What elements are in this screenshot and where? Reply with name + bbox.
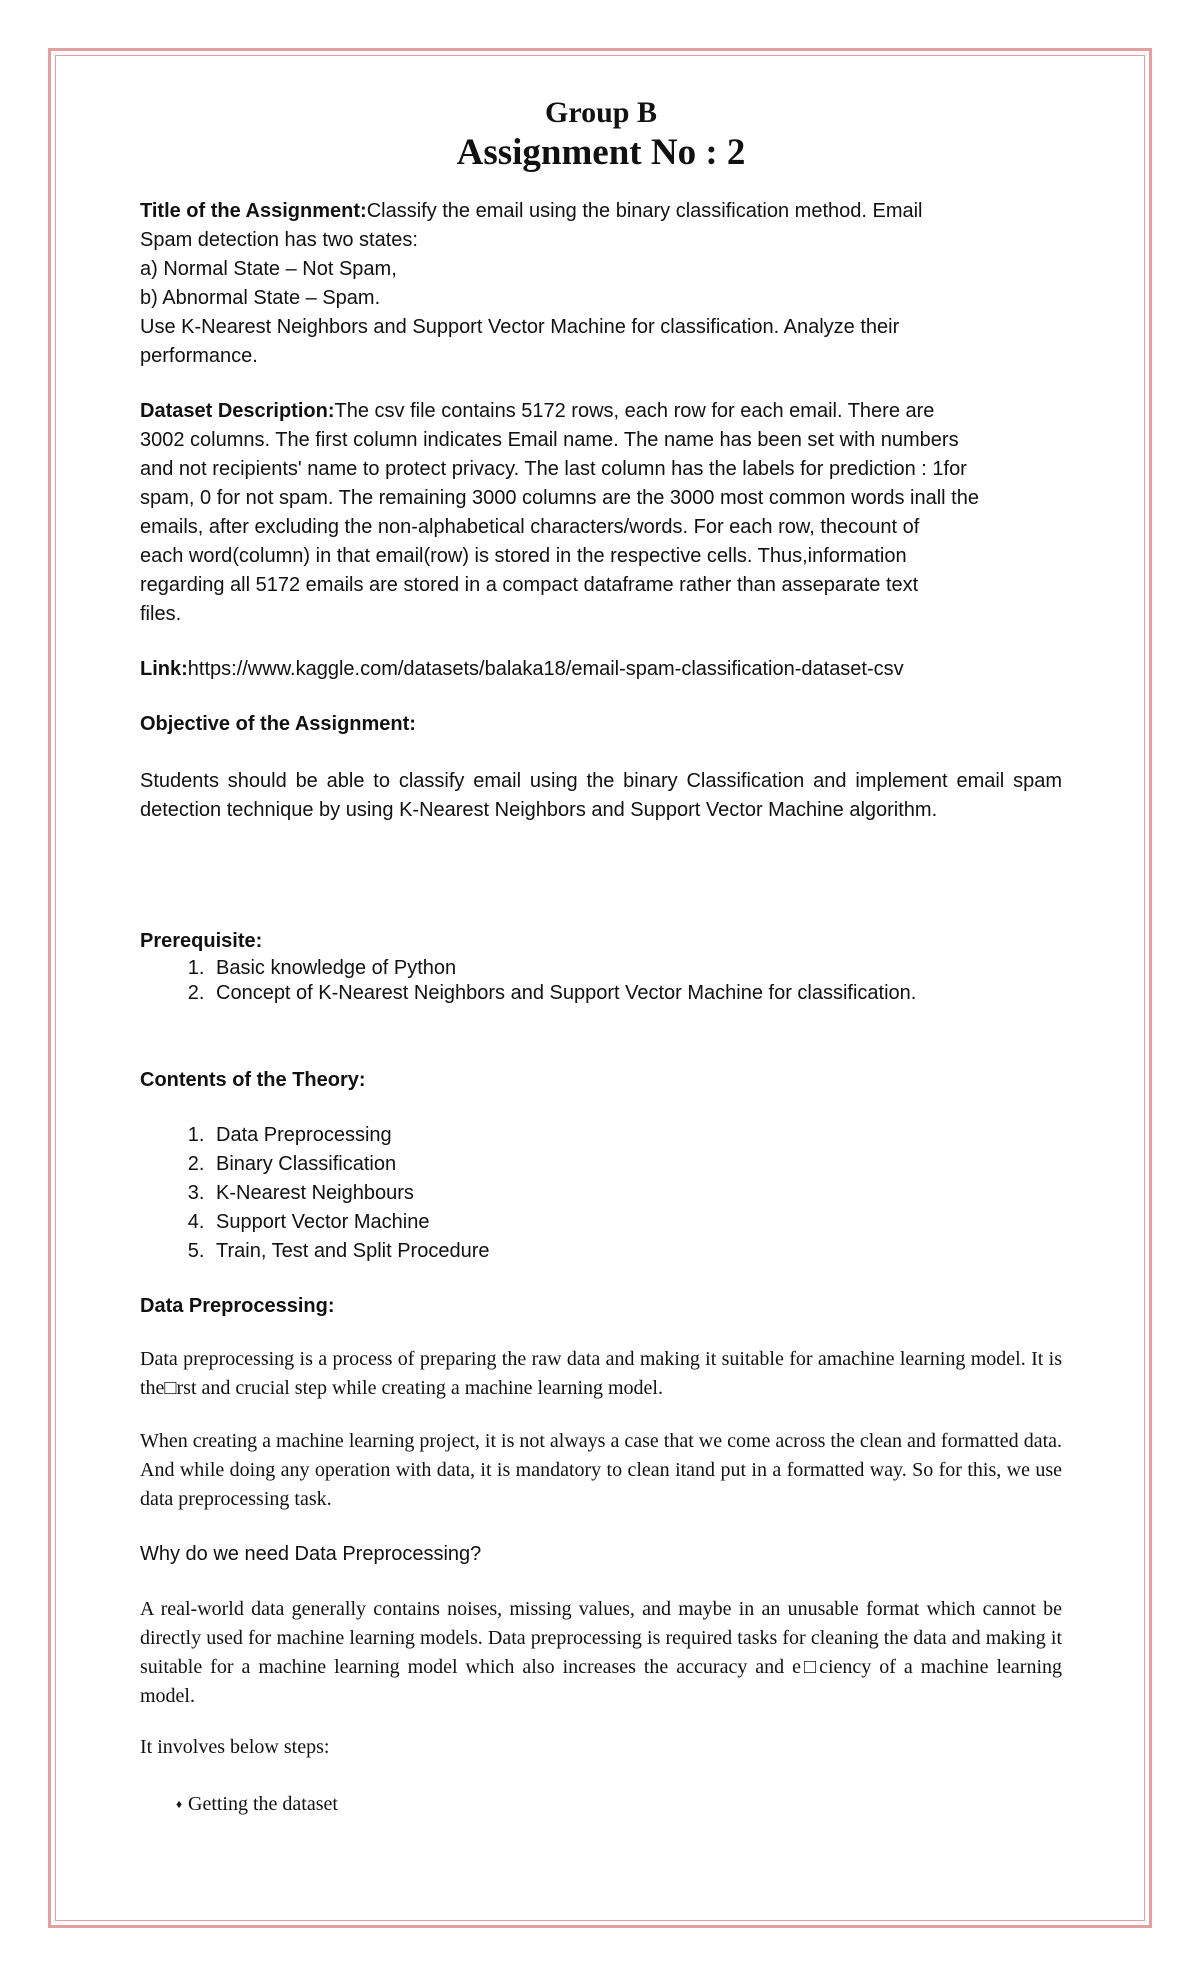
objective-text-block bbox=[140, 767, 1062, 825]
preprocessing-para-1: Data preprocessing is a process of preparing the raw data and making it suitable for amachine learning model. It is the□rst and crucial step while creating a machine learning model. bbox=[140, 1348, 1062, 1399]
dataset-link[interactable]: https://www.kaggle.com/datasets/balaka18/email-spam-classification-dataset-csv bbox=[187, 658, 904, 680]
dataset-line: 3002 columns. The first column indicates Email name. The name has been set with numbers bbox=[140, 429, 959, 451]
prerequisite-list bbox=[140, 956, 1062, 1006]
list-item: 1. Basic knowledge of Python bbox=[210, 956, 1062, 981]
dataset-section bbox=[140, 397, 1062, 629]
bullet-icon: ♦ bbox=[176, 1797, 183, 1811]
title-line: Use K-Nearest Neighbors and Support Vector Machine for classification. Analyze their bbox=[140, 316, 900, 338]
steps-intro: It involves below steps: bbox=[140, 1736, 330, 1758]
list-item: 5. Train, Test and Split Procedure bbox=[210, 1237, 1062, 1266]
contents-heading-block bbox=[140, 1066, 1062, 1095]
contents-heading: Contents of the Theory: bbox=[140, 1069, 366, 1091]
dataset-line: each word(column) in that email(row) is stored in the respective cells. Thus,information bbox=[140, 545, 907, 567]
dataset-line: The csv file contains 5172 rows, each row for each email. There are bbox=[334, 400, 935, 422]
dataset-line: emails, after excluding the non-alphabetical characters/words. For each row, thecount of bbox=[140, 516, 920, 538]
title-line: b) Abnormal State – Spam. bbox=[140, 287, 381, 309]
dataset-line: spam, 0 for not spam. The remaining 3000 columns are the 3000 most common words inall the bbox=[140, 487, 979, 509]
title-line: a) Normal State – Not Spam, bbox=[140, 258, 397, 280]
objective-heading-block bbox=[140, 710, 1062, 739]
title-section bbox=[140, 197, 1062, 371]
preprocessing-heading-block bbox=[140, 1292, 1062, 1321]
link-section bbox=[140, 655, 1062, 684]
prerequisite-section bbox=[140, 927, 1062, 1006]
contents-list bbox=[140, 1121, 1062, 1266]
document-page bbox=[140, 95, 1062, 1819]
preprocessing-para-2: When creating a machine learning project, it is not always a case that we come across the clean and formatted data. And while doing any operation with data, it is mandatory to clean itand put in a formatted way. So for this, we use data preprocessing task. bbox=[140, 1430, 1062, 1510]
why-heading: Why do we need Data Preprocessing? bbox=[140, 1543, 482, 1565]
list-item: 3. K-Nearest Neighbours bbox=[210, 1179, 1062, 1208]
dataset-line: regarding all 5172 emails are stored in a compact dataframe rather than asseparate text bbox=[140, 574, 919, 596]
list-item: 2. Binary Classification bbox=[210, 1150, 1062, 1179]
list-item bbox=[140, 1790, 1062, 1819]
link-label: Link: bbox=[140, 658, 188, 680]
objective-heading: Objective of the Assignment: bbox=[140, 713, 416, 735]
group-heading: Group B bbox=[545, 96, 657, 129]
title-line: performance. bbox=[140, 345, 258, 367]
list-item: 2. Concept of K-Nearest Neighbors and Support Vector Machine for classification. bbox=[210, 981, 1062, 1006]
dataset-label: Dataset Description: bbox=[140, 400, 335, 422]
dataset-line: and not recipients' name to protect privacy. The last column has the labels for prediction : 1for bbox=[140, 458, 967, 480]
list-item: 1. Data Preprocessing bbox=[210, 1121, 1062, 1150]
preprocessing-heading: Data Preprocessing: bbox=[140, 1295, 335, 1317]
title-line: Classify the email using the binary classification method. Email bbox=[366, 200, 923, 222]
title-label: Title of the Assignment: bbox=[140, 200, 367, 222]
list-item: 4. Support Vector Machine bbox=[210, 1208, 1062, 1237]
preprocessing-para-3: A real-world data generally contains noises, missing values, and maybe in an unusable format which cannot be directly used for machine learning models. Data preprocessing is required tasks for cleaning the data and making it suitable for a machine learning model which also increases the accuracy and e□ciency of a machine learning model. bbox=[140, 1598, 1062, 1707]
assignment-heading: Assignment No : 2 bbox=[456, 132, 746, 173]
objective-text: Students should be able to classify email using the binary Classification and implement email spam detection technique by using K-Nearest Neighbors and Support Vector Machine algorithm. bbox=[140, 770, 1062, 821]
title-line: Spam detection has two states: bbox=[140, 229, 418, 251]
bullet-text: Getting the dataset bbox=[188, 1793, 338, 1815]
dataset-line: files. bbox=[140, 603, 182, 625]
prerequisite-heading: Prerequisite: bbox=[140, 930, 263, 952]
